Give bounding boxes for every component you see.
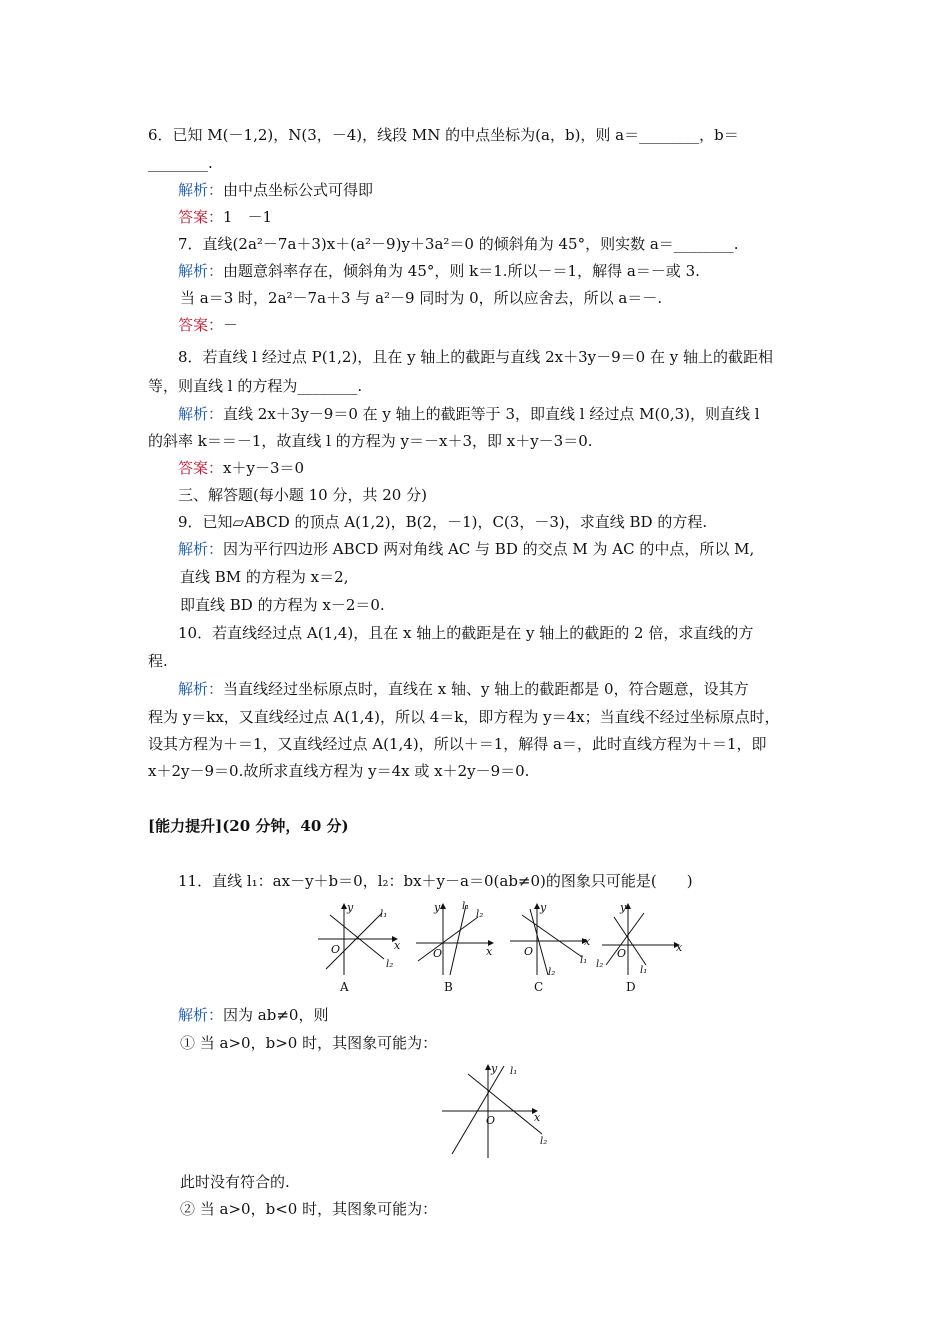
solution-text: 由中点坐标公式可得即 bbox=[223, 181, 374, 199]
ability-heading: [能力提升](20 分钟，40 分) bbox=[148, 817, 349, 835]
solution-label: 解析： bbox=[178, 680, 224, 698]
q8-answer bbox=[178, 457, 858, 479]
q8-line-1: 8．若直线 l 经过点 P(1,2)，且在 y 轴上的截距与直线 2x＋3y－9＝0 在 y 轴上的截距相 bbox=[178, 348, 773, 366]
q9-line-1: 9．已知▱ABCD 的顶点 A(1,2)，B(2，－1)，C(3，－3)，求直线 BD 的方程. bbox=[178, 513, 708, 531]
answer-label: 答案： bbox=[178, 208, 224, 226]
axis-x-label: x bbox=[676, 941, 683, 954]
solution-label: 解析： bbox=[178, 540, 224, 558]
option-b-label: B bbox=[444, 980, 453, 994]
origin-label: O bbox=[486, 1114, 496, 1127]
q6-solution bbox=[178, 179, 858, 201]
solution-label: 解析： bbox=[178, 181, 224, 199]
line-l1-label: l₁ bbox=[510, 1066, 518, 1077]
q6-line-2: ________. bbox=[148, 154, 213, 172]
option-a-label: A bbox=[340, 980, 349, 994]
option-c-label: C bbox=[534, 980, 544, 994]
solution-label: 解析： bbox=[178, 405, 224, 423]
options-figure bbox=[300, 895, 700, 995]
solution-text: 因为 ab≠0，则 bbox=[223, 1006, 329, 1024]
q8-solution bbox=[178, 403, 858, 425]
line-l1-label: l₁ bbox=[640, 965, 648, 976]
q10-solution-line-3: 设其方程为＋＝1，又直线经过点 A(1,4)，所以＋＝1，解得 a＝，此时直线方程为＋＝1，即 bbox=[148, 735, 767, 753]
origin-label: O bbox=[331, 943, 341, 956]
q7-solution-line-2: 当 a＝3 时，2a²－7a＋3 与 a²－9 同时为 0，所以应舍去，所以 a＝－. bbox=[180, 289, 663, 307]
origin-label: O bbox=[433, 947, 443, 960]
line-l1-label: l₁ bbox=[380, 909, 388, 920]
case-1-figure bbox=[438, 1058, 558, 1162]
solution-text: 由题意斜率存在，倾斜角为 45°，则 k＝1.所以－＝1，解得 a＝－或 3. bbox=[223, 262, 700, 280]
answer-text: － bbox=[223, 316, 239, 334]
line-l1-label: l₁ bbox=[462, 901, 470, 912]
answer-label: 答案： bbox=[178, 316, 224, 334]
axis-y-label: y bbox=[540, 901, 547, 914]
line-l1-label: l₁ bbox=[580, 955, 588, 966]
origin-label: O bbox=[524, 945, 534, 958]
q6-answer bbox=[178, 206, 858, 228]
option-d-graph bbox=[596, 901, 683, 994]
q10-solution-line-4: x＋2y－9＝0.故所求直线方程为 y＝4x 或 x＋2y－9＝0. bbox=[148, 762, 530, 780]
answer-label: 答案： bbox=[178, 459, 224, 477]
q10-solution bbox=[178, 678, 858, 700]
q11-solution bbox=[178, 1004, 858, 1026]
q7-solution bbox=[178, 260, 858, 282]
q10-line-2: 程. bbox=[148, 652, 168, 670]
q6-line-1: 6．已知 M(－1,2)，N(3，－4)，线段 MN 的中点坐标为(a，b)，则 a＝________，b＝ bbox=[148, 126, 739, 144]
option-c-graph bbox=[510, 901, 591, 994]
q10-line-1: 10．若直线经过点 A(1,4)，且在 x 轴上的截距是在 y 轴上的截距的 2 倍，求直线的方 bbox=[178, 624, 754, 642]
option-b-graph bbox=[416, 901, 494, 994]
q8-solution-line-2: 的斜率 k＝＝－1，故直线 l 的方程为 y＝－x＋3，即 x＋y－3＝0. bbox=[148, 432, 593, 450]
q9-solution-line-3: 即直线 BD 的方程为 x－2＝0. bbox=[180, 596, 385, 614]
axis-x-label: x bbox=[534, 1111, 541, 1124]
solution-text: 直线 2x＋3y－9＝0 在 y 轴上的截距等于 3，即直线 l 经过点 M(0,3)，则直线 l bbox=[223, 405, 760, 423]
line-l2-label: l₂ bbox=[540, 1136, 548, 1147]
q7-line-1: 7．直线(2a²－7a＋3)x＋(a²－9)y＋3a²＝0 的倾斜角为 45°，则实数 a＝________. bbox=[178, 235, 739, 253]
q9-solution-line-2: 直线 BM 的方程为 x＝2, bbox=[180, 568, 349, 586]
solution-text: 当直线经过坐标原点时，直线在 x 轴、y 轴上的截距都是 0，符合题意，设其方 bbox=[223, 680, 749, 698]
q10-solution-line-2: 程为 y＝kx，又直线经过点 A(1,4)，所以 4＝k，即方程为 y＝4x；当直线不经过坐标原点时， bbox=[148, 708, 780, 726]
q8-line-2: 等，则直线 l 的方程为________. bbox=[148, 377, 363, 395]
q7-answer bbox=[178, 314, 858, 336]
q11-line-1: 11．直线 l₁：ax－y＋b＝0，l₂：bx＋y－a＝0(ab≠0)的图象只可能是( ) bbox=[178, 872, 693, 890]
axis-x-label: x bbox=[584, 935, 591, 948]
axis-y-label: y bbox=[434, 901, 441, 914]
option-d-label: D bbox=[626, 980, 636, 994]
axis-y-label: y bbox=[620, 901, 627, 914]
line-l2-label: l₂ bbox=[548, 967, 556, 978]
section-3-heading: 三、解答题(每小题 10 分，共 20 分) bbox=[178, 486, 427, 504]
q11-case-2: ② 当 a>0，b<0 时，其图象可能为： bbox=[180, 1200, 438, 1218]
axis-y-label: y bbox=[347, 901, 354, 914]
solution-label: 解析： bbox=[178, 262, 224, 280]
q9-solution bbox=[178, 538, 858, 560]
solution-label: 解析： bbox=[178, 1006, 224, 1024]
line-l2-label: l₂ bbox=[476, 909, 484, 920]
answer-text: x＋y－3＝0 bbox=[223, 459, 305, 477]
origin-label: O bbox=[617, 947, 627, 960]
option-a-graph bbox=[318, 901, 401, 994]
line-l2-label: l₂ bbox=[596, 959, 604, 970]
line-l2-label: l₂ bbox=[386, 959, 394, 970]
q11-case-1: ① 当 a>0，b>0 时，其图象可能为： bbox=[180, 1034, 438, 1052]
axis-x-label: x bbox=[394, 939, 401, 952]
q11-case-1-conclusion: 此时没有符合的. bbox=[180, 1173, 290, 1191]
answer-text: 1 －1 bbox=[223, 208, 273, 226]
axis-x-label: x bbox=[486, 945, 493, 958]
axis-y-label: y bbox=[491, 1062, 498, 1075]
solution-text: 因为平行四边形 ABCD 两对角线 AC 与 BD 的交点 M 为 AC 的中点，所以 M, bbox=[223, 540, 755, 558]
